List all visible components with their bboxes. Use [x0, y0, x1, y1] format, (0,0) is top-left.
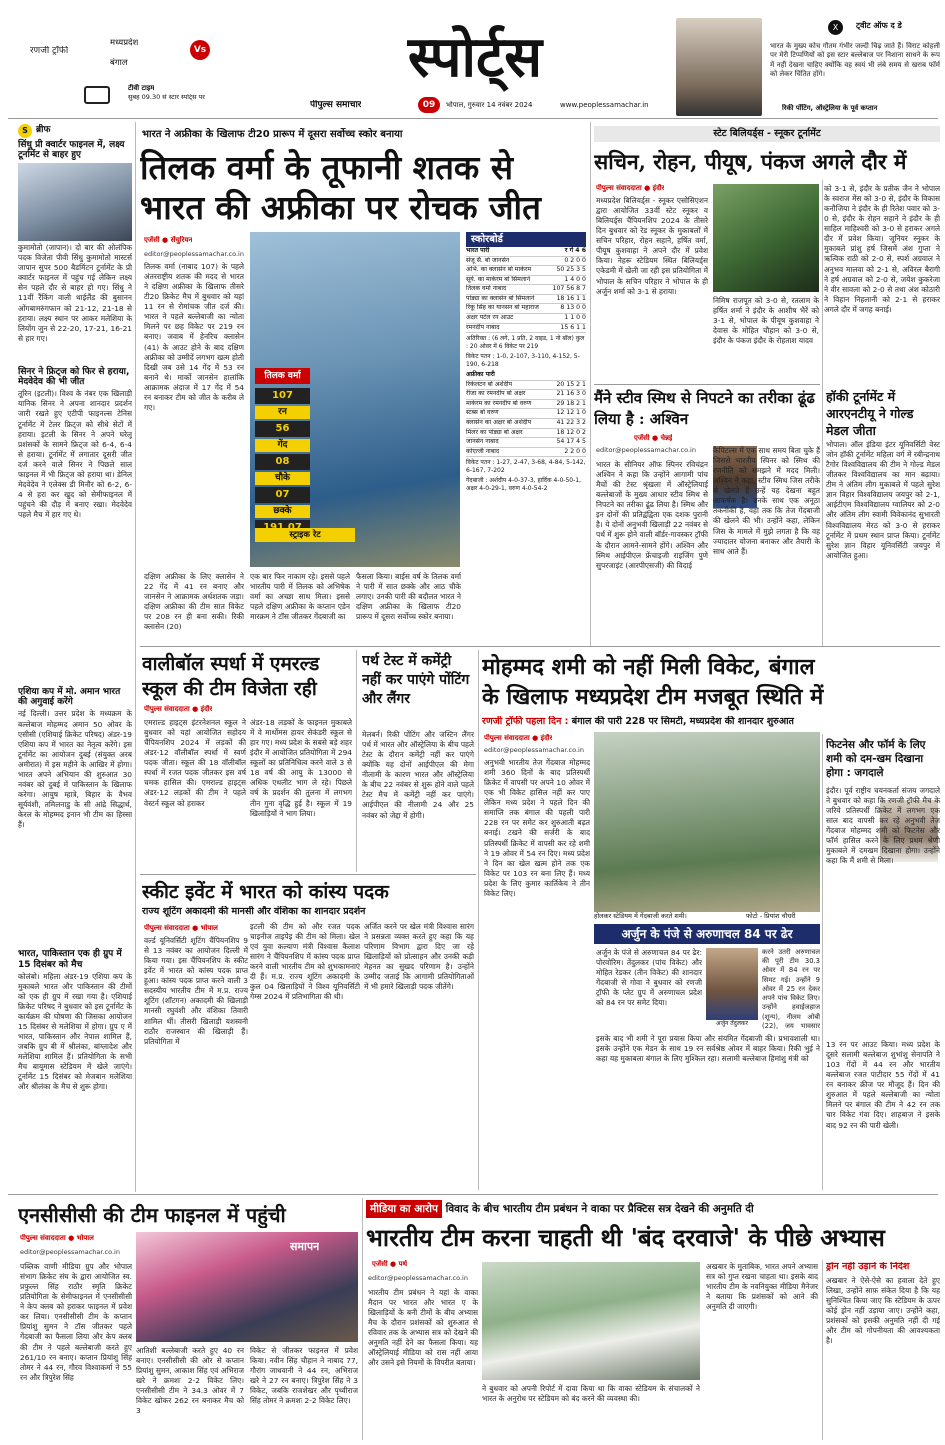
scoreboard-africa-rows	[466, 381, 586, 457]
tv-time-text: सुबह 09.30 से स्टार स्पोर्ट्स पर	[128, 94, 205, 101]
media-body-3: अखबार के मुताबिक, भारत अपने अभ्यास सत्र को गुप्त रखना चाहता था। इसके बाद भारतीय टीम के नवनियुक्त मीडिया मैनेजर ने बताया कि प्रशंसकों को आने की अनुमति दी जाएगी।	[706, 1262, 818, 1312]
shami-byline: पीपुल्स संवाददाता ● इंदौर	[484, 734, 553, 742]
arjun-photo	[706, 948, 758, 1020]
scoreboard-player: कोएत्जी नाबाद	[466, 447, 500, 455]
scoreboard	[466, 232, 586, 642]
ashwin-body: भारत के सीनियर ऑफ स्पिनर रविचंद्रन अश्विन ने कहा कि उन्होंने आगामी पांच मैचों की टेस्ट श्रृंखला में ऑस्ट्रेलियाई बल्लेबाजों के मुख्य आधार स्टीव स्मिथ से निपटने का तरीका ढूंढ लिया है। स्मिथ और इन दोनों की प्रतिद्वंद्विता एक दशक पुरानी है। ये दोनों अनुभवी खिलाड़ी 22 नवंबर से पर्थ में शुरू होने वाली बॉर्डर-गावस्कर ट्रॉफी के दौरान आमने-सामने होंगे। अश्विन और स्मिथ आईपीएल फ्रेंचाइजी राइजिंग पुणे सुपरजाइंट (आरपीएसजी) की विदाई	[596, 460, 708, 570]
scoreboard-player: रिंकू सिंह का यानसन बो महाराज	[466, 304, 539, 312]
shami-headline-2: के खिलाफ मध्यप्रदेश टीम मजबूत स्थिति में	[482, 684, 824, 710]
tweet-author: रिकी पोंटिंग, ऑस्ट्रेलिया के पूर्व कप्तान	[782, 104, 878, 112]
scoreboard-figures: 54 17 4 5	[556, 438, 586, 446]
scoreboard-row	[466, 400, 586, 410]
ashwin-byline: एजेंसी ● चेन्नई	[634, 434, 673, 442]
stat-fours-value: 08	[255, 454, 310, 470]
tweet-text: भारत के मुख्य कोच गौतम गंभीर जल्दी चिढ़ जाते हैं। विराट कोहली पर मेरी टिप्पणियों को इस स्टार बल्लेबाज पर निशाना साधने के रूप में नहीं देखना चाहिए क्योंकि वह स्वयं भी लंबे समय से खराब फॉर्म को लेकर चिंतित होंगे।	[770, 42, 940, 79]
media-kicker-row	[366, 1200, 942, 1218]
brief-head-asia-cup: एशिया कप में मो. अमान भारत की अगुवाई करेंगे	[18, 687, 121, 708]
stat-balls-value: 56	[255, 421, 310, 437]
fitness-body: इंदौर। पूर्व राष्ट्रीय चयनकर्ता संजय जगदाले ने बुधवार को कहा कि रणजी ट्रॉफी मैच के जरिये प्रतिस्पर्धी क्रिकेट में लगभग एक साल बाद वापसी कर रहे अनुभवी तेज गेंदबाज मोहम्मद शमी को फिटनेस और फॉर्म हासिल करने के लिए प्रथम श्रेणी मुकाबले में दमखम दिखाना होगा। उन्होंने कहा कि मैं शमी से मिला।	[826, 786, 940, 866]
masthead	[0, 0, 945, 118]
scoreboard-figures: 1 4 0 0	[564, 275, 586, 283]
media-kicker: विवाद के बीच भारतीय टीम प्रबंधन ने वाका पर प्रैक्टिस सत्र देखने की अनुमति दी	[445, 1203, 754, 1215]
media-headline: भारतीय टीम करना चाहती थी 'बंद दरवाजे' के पीछे अभ्यास	[366, 1223, 885, 1252]
website: www.peoplessamachar.in	[560, 101, 649, 109]
tilak-name-tag: तिलक वर्मा	[255, 368, 310, 384]
shami-deck-left: रणजी ट्रॉफी पहला दिन :	[482, 716, 569, 727]
ponting-photo	[676, 18, 762, 116]
scoreboard-row	[466, 419, 586, 429]
scoreboard-player: रिकेलटन बो अर्शदीप	[466, 380, 513, 388]
scoreboard-row	[466, 381, 586, 391]
scoreboard-row	[466, 409, 586, 419]
stat-sixes-value: 07	[255, 487, 310, 503]
scoreboard-player: जानसेन नाबाद	[466, 438, 499, 446]
scoreboard-player: अक्षर पटेल रन आउट	[466, 314, 514, 322]
brief-label: ब्रीफ	[36, 125, 51, 136]
scoreboard-team2: अफ्रीका पारी	[466, 371, 495, 379]
media-body-2: ने बुधवार को अपनी रिपोर्ट में दावा किया था कि वाका स्टेडियम के संचालकों ने भारत के अनुरोध पर स्टेडियम को बंद करने की व्यवस्था की।	[482, 1384, 700, 1404]
scoreboard-row	[466, 324, 586, 334]
ncc-email: editor@peoplessamachar.co.in	[20, 1248, 120, 1256]
skeet-byline: पीपुल्स संवाददाता ● भोपाल	[144, 924, 218, 932]
scoreboard-extras: अतिरिक्त : (6 लगे, 1 प्रति, 2 वाइड, 1 नो बॉल) कुल : 20 ओवर में 6 विकेट पर 219	[466, 335, 585, 350]
billiards-body: मध्यप्रदेश बिलियर्ड्स - स्नूकर एसोसिएशन द्वारा आयोजित 33वीं स्टेट स्नूकर व बिलियर्ड्स चैंपियनशिप 2024 के तीसरे दिन बुधवार को रेड स्नूकर के मुकाबलों में सचिन परिहार, रोहन सहाने, हर्षित वर्मा, पीयूष कुशवाहा ने अपने दौर में प्रवेश किया। नेहरू स्टेडियम स्थित बिलियर्ड्स एकेडमी में खेली जा रही इस प्रतियोगिता में भोपाल के सचिन परिहार ने भोपाल के ही अर्जुन शर्मा को 3-1 से हराया।	[596, 196, 708, 296]
tv-time-label: टीवी टाइम	[128, 84, 155, 92]
shami-photo-caption: होलकर स्टेडियम में गेंदबाजी करते शमी।	[594, 912, 687, 920]
scoreboard-player: सूर्य. का मार्करम बो सिमलाने	[466, 275, 531, 283]
billiards-body-3: को 3-1 से, इंदौर के प्रतीक जैन ने भोपाल के स्वराज मेंस को 3-0 से, इंदौर के विकास कनौजिया ने इंदौर के ही रितेश पवार को 3-0 से, इंदौर के रोहन सहाने ने इंदौर के ही साहिल माहिश्वरी को 3-0 से हराकर अगले दौर में प्रवेश किया। जूनियर स्नूकर के मुकाबले प्रांशु हर्ष जिसमें अंश गुप्ता ने ऋत्विक राठी को 2-0 से, स्पर्श अग्रवाल ने अनुभव मालवा को 2-1 से, अविरल बैरागी ने हर्ष अग्रवाल को 2-0 से, जयेश कुकरेजा ने वीर सावला को 2-0 से तथा अंश कोठारी ने विहान निहलानी को 2-1 से हराकर अगले दौर में जगह बनाई।	[824, 184, 940, 314]
scoreboard-title: स्कोरबोर्ड	[466, 232, 586, 247]
scoreboard-header-2	[466, 371, 586, 381]
scoreboard-row	[466, 448, 586, 458]
scoreboard-row	[466, 314, 586, 324]
scoreboard-player: स्टब्स बो वरुण	[466, 409, 499, 417]
tilak-headline-2: भारत की अफ्रीका पर रोचक जीत	[140, 188, 541, 227]
scoreboard-row	[466, 438, 586, 448]
vs-badge: Vs	[190, 40, 210, 60]
ncc-headline: एनसीसीसी की टीम फाइनल में पहुंची	[18, 1203, 286, 1227]
scoreboard-fall2: विकेट पतन : 1-27, 2-47, 3-68, 4-84, 5-142, 6-167, 7-202	[466, 459, 586, 475]
tilak-body-2: दक्षिण अफ्रीका के लिए क्लासेन ने 22 गेंद में 41 रन बनाए और जानसेन ने आक्रामक अर्धशतक जड़ा। दक्षिण अफ्रीका की टीम सात विकेट पर 208 रन ही बना सकी। रिकी क्लासेन (20)	[144, 572, 244, 632]
scoreboard-figures: 41 22 3 2	[556, 419, 586, 427]
scoreboard-player: मार्करम का रमनदीप बो वरुण	[466, 399, 532, 407]
ashwin-headline: मैंने स्टीव स्मिथ से निपटने का तरीका ढूंढ लिया है : अश्विन	[594, 389, 815, 428]
stat-balls-label: गेंद	[255, 439, 310, 452]
ncc-body-3: विकेट से जीतकर फाइनल में प्रवेश किया। नवीन सिंह चौहान ने नाबाद 77, गौरांग जाधवानी ने 44 रन, अभिराज खरे ने 27 रन बनाए। त्रिपुरेश सिंह ने 3 विकेट, जबकि राजशेखर और पृथ्वीराज सिंह तोमर ने क्रमशः 2-2 विकेट लिए।	[250, 1346, 358, 1406]
scoreboard-figures: 50 25 3 5	[556, 266, 586, 274]
media-tag: मीडिया का आरोप	[366, 1200, 442, 1218]
brief-head-sindhu: सिंधु प्री क्वार्टर फाइनल में, लक्ष्य टूर्नामेंट से बाहर हुए	[18, 140, 125, 161]
scoreboard-row	[466, 266, 586, 276]
scoreboard-row	[466, 390, 586, 400]
stat-runs-label: रन	[255, 406, 310, 419]
volleyball-headline: वालीबॉल स्पर्धा में एमरल्ड स्कूल की टीम विजेता रही	[142, 653, 320, 700]
scoreboard-figures: 18 16 1 1	[556, 294, 586, 302]
scoreboard-figures: 12 12 1 0	[556, 409, 586, 417]
x-icon: X	[828, 20, 843, 35]
scoreboard-player: क्लासेन का अक्षर बो अर्शदीप	[466, 419, 532, 427]
scoreboard-player: तिलक वर्मा नाबाद	[466, 285, 507, 293]
shami-photo-credit: फोटो - प्रियांश चौधरी	[746, 912, 796, 920]
hockey-headline: हॉकी टूर्नामेंट में आरएनटीयू ने गोल्ड मेडल जीता	[826, 389, 914, 438]
billiards-body-2: निमिष राजपूत को 3-0 से, रतलाम के हर्षित शर्मा ने इंदौर के आशीष भैरें को 3-1 से, भोपाल के पीयूष कुशवाहा ने देवास के मोहित चौहान को 3-0 से, इंदौर के पंकज इंदौर के रोहताश यादव	[713, 296, 819, 346]
page-number: 09	[418, 97, 440, 113]
team1-name: मध्यप्रदेश	[110, 38, 139, 48]
media-photo	[482, 1262, 700, 1380]
brief-head-india-pak: भारत, पाकिस्तान एक ही ग्रुप में 15 दिसंबर को मैच	[18, 949, 122, 970]
brief-column	[18, 124, 132, 1192]
stat-sixes-label: छक्के	[255, 505, 310, 518]
scoreboard-row	[466, 304, 586, 314]
ashwin-body-2: कैपिटल्स में एक साथ समय बिता चुके हैं जिससे भारतीय स्पिनर को स्मिथ की रणनीति को समझने में मदद मिली। अश्विन ने कहा, स्टीव स्मिथ जिस तरीके से खेलते हैं उन्हें यह देखना बहुत आकर्षक है। उनके साथ एक अनूठा तकनीकी है, वहां तक कि तेज गेंदबाजी की खेलने की भी। उन्होंने कहा, लेकिन जिस के मामले में मुझे लगता है कि वह ज्यादातर योजना बनाकर और तैयारी के साथ आते हैं।	[713, 446, 820, 556]
brief-body-asia-cup: नई दिल्ली। उत्तर प्रदेश के मध्यक्रम के बल्लेबाज मोहम्मद अमान 50 ओवर के एसीसी (एशियाई क्रिकेट परिषद) अंडर-19 एशिया कप में भारत का नेतृत्व करेंगे। इस टूर्नामेंट का आयोजन दुबई (संयुक्त अरब अमीरात) में इस महीने के आखिर में होगा। भारत अपने अभियान की शुरुआत 30 नवंबर को दुबई में पाकिस्तान के खिलाफ करेगा। आयुष म्हात्रे, बिहार के वैभव सूर्यवंशी, तमिलनाडु के सी आंद्रे सिद्धार्थ, केरल के मोहम्मद इनान भी टीम का हिस्सा हैं।	[18, 709, 132, 830]
drone-headline: ड्रोन नहीं उड़ाने के निर्देश	[826, 1262, 910, 1272]
tv-icon	[84, 86, 110, 104]
billiards-byline: पीपुल्स संवाददाता ● इंदौर	[596, 184, 665, 192]
shami-body-4: इसके बाद भी शमी ने पूरा प्रयास किया और संयमित गेंदबाजी की। प्रभावशाली था। इसके उन्होंने एक मेडन के साथ 19 रन सर्वश्रेष्ठ ओवर में बाहर किया। रिकी भुई ने कहा यह मुकाबला बंगाल के लिए मुश्किल रहा। सलामी बल्लेबाज हिमांशु मंत्री को	[596, 1034, 820, 1064]
media-email: editor@peoplessamachar.co.in	[368, 1274, 468, 1282]
volleyball-body-2: अंडर-18 लड़कों के फाइनल मुकाबले में वे मार्थोमस हायर सेकंडरी स्कूल से हार गए। मध्य प्रदेश के सबसे बड़े शहर इंदौर में आयोजित प्रतियोगिता में 294 स्कूलों का प्रतिनिधित्व करने वाले 3 से 18 वर्ष की आयु के 13000 से अधिक एथलीट भाग ले रहे। पिछले वर्ष के प्रदर्शन की तुलना में लगभग तीन गुना वृद्धि हुई है। स्कूल में 19 खिलाड़ियों ने भाग लिया।	[250, 718, 352, 818]
skeet-headline: स्कीट इवेंट में भारत को कांस्य पदक	[142, 881, 389, 903]
scoreboard-figures: 107 56 8 7	[552, 285, 586, 293]
fitness-body-2: 13 रन पर आउट किया। मध्य प्रदेश के दूसरे सलामी बल्लेबाज शुभांशु सेनापति ने 103 गेंदों में 44 रन और भारतीय बल्लेबाज रजत पाटीदार 55 गेंदों में 41 रन बनाकर क्रीज पर मौजूद हैं। दिन की शुरुआत में पहले बल्लेबाजी का न्योता मिलने पर बंगाल की टीम ने 42 रन तक चार विकेट गंवा दिए। शाहबाज ने इसके बाद 92 रन की पारी खेली।	[826, 1040, 940, 1130]
ranji-label: रणजी ट्रॉफी	[30, 46, 69, 56]
paper-name: पीपुल्स समाचार	[310, 100, 362, 110]
arjun-body: अर्जुन के पंजे से अरुणाचल 84 पर ढेर: पोरवोरिम। तेंदुलकर (पांच विकेट) और मोहित रेडकर (तीन विकेट) की शानदार गेंदबाजी से गोवा ने बुधवार को रणजी ट्रॉफी के प्लेट ग्रुप में अरुणाचल प्रदेश को 84 रन पर समेट दिया।	[596, 948, 702, 1008]
ncc-photo	[136, 1232, 358, 1342]
shami-deck	[482, 716, 942, 729]
shami-email: editor@peoplessamachar.co.in	[484, 746, 584, 754]
brief-body-sindhu: कुमामोतो (जापान)। दो बार की ओलंपिक पदक विजेता पीवी सिंधु कुमामोतो मास्टर्स जापान सुपर 500 बैडमिंटन टूर्नामेंट के प्री क्वार्टर फाइनल में पहुंच गई लेकिन लक्ष्य सेन पहले दौर से बाहर हो गए। सिंधु ने 11वीं रैंकिंग वाली थाईलैंड की बुसानन ओंगबामरुंगफान को 21-12, 21-18 से हराया। लक्ष्य स्थान पर आकर मलेशिया के लियोंग जुन से 22-20, 17-21, 16-21 से हार गए।	[18, 243, 132, 343]
perth-headline: पर्थ टेस्ट में कमेंट्री नहीं कर पाएंगे पोंटिंग और लैंगर	[362, 653, 470, 707]
ncc-body-2: आतिशी बल्लेबाजी करते हुए 40 रन बनाए। एनसीसीसी की ओर से कप्तान प्रियांशु सुमन, आकाश सिंह एवं अभिराज खरे ने क्रमशः 2-2 विकेट लिए। एनसीसीसी टीम ने 34.3 ओवर में 7 विकेट खोकर 262 रन बनाकर मैच को 3	[136, 1346, 244, 1416]
scoreboard-figures: 1 1 0 0	[564, 314, 586, 322]
billiards-headline: सचिन, रोहन, पीयूष, पंकज अगले दौर में	[594, 149, 907, 174]
brief-head-sinner: सिनर ने फ्रिट्ज को फिर से हराया, मेदवेदेव की भी जीत	[18, 367, 130, 388]
tilak-byline: एजेंसी ● सेंचुरियन	[144, 236, 193, 244]
scoreboard-fall1: विकेट पतन : 1-0, 2-107, 3-110, 4-152, 5-190, 6-218	[466, 352, 580, 368]
tilak-kicker: भारत ने अफ्रीका के खिलाफ टी20 प्रारूप में दूसरा सर्वोच्च स्कोर बनाया	[142, 129, 403, 140]
tilak-headline-1: तिलक वर्मा के तूफानी शतक से	[140, 148, 514, 187]
arjun-caption: अर्जुन तेंदुलकर	[715, 1020, 748, 1027]
tilak-body-1: तिलक वर्मा (नाबाद 107) के पहले अंतरराष्ट्रीय शतक की मदद से भारत ने दक्षिण अफ्रीका के खिलाफ तीसरे टी20 क्रिकेट मैच में बुधवार को यहां 11 रन से रोमांचक जीत दर्ज की। भारत ने पहले बल्लेबाजी का न्योता मिलने पर छह विकेट पर 219 रन बनाए। जवाब में हेनरिच क्लासेन (41) के आउट होने के बाद दक्षिण अफ्रीका को उम्मीदें लगभग खत्म होती दिखी जब उसे 14 गेंद में 53 रन बनाने थे। मार्को जानसेन हालांकि आक्रामक अंदाज में 17 गेंद में 54 रन बनाकर टीम को जीत के करीब ले गए।	[144, 262, 244, 412]
tilak-email: editor@peoplessamachar.co.in	[144, 250, 244, 258]
fitness-headline: फिटनेस और फॉर्म के लिए शमी को दम-खम दिखाना होगा : जगदाले	[826, 739, 926, 779]
brief-label-row	[18, 124, 132, 138]
scoreboard-figures: 20 15 2 1	[556, 380, 586, 388]
scoreboard-player: संजू सै. बो जानसेन	[466, 256, 510, 264]
stat-fours-label: चौके	[255, 472, 310, 485]
shami-photo	[594, 732, 820, 912]
arjun-body-2: करने उतरी अरुणाचल की पूरी टीम 30.3 ओवर में 84 रन पर सिमट गई। उन्होंने 9 ओवर में 25 रन देकर अपने पांच विकेट लिए। उन्होंने हवाईजहाज (शून्य), नीलम ओबी (22), जय भावसार	[762, 948, 820, 1030]
page-title: स्पोर्ट्स	[407, 24, 543, 90]
shami-headline-1: मोहम्मद शमी को नहीं मिली विकेट, बंगाल	[482, 654, 815, 680]
scoreboard-bowling: गेंदबाजी : अर्शदीप 4-0-37-3, हार्दिक 4-0-50-1, अक्षर 4-0-29-1, वरुण 4-0-54-2	[466, 476, 581, 492]
ncc-photo-sign: समापन	[290, 1240, 320, 1253]
shami-deck-right: बंगाल की पारी 228 पर सिमटी, मध्यप्रदेश की शानदार शुरुआत	[571, 716, 794, 727]
drone-body: अखबार ने ऐसे-ऐसे का हवाला देते हुए लिखा, उन्होंने साफ़ संकेत दिया है कि यह सुनिश्चित किया जाए कि स्टेडियम के ऊपर कोई ड्रोन नहीं उड़ाया जाए। उन्होंने कहा, प्रशंसकों को इसकी अनुमति नहीं दी गई और टीम को गोपनीयता की आवश्यकता है।	[826, 1276, 940, 1346]
scoreboard-player: मिलर का पांड्या बो अक्षर	[466, 428, 523, 436]
scoreboard-figures: 8 13 0 0	[560, 304, 586, 312]
date-line: भोपाल, गुरुवार 14 नवंबर 2024	[446, 101, 533, 109]
skeet-body-3: अर्जित करने पर खेल मंत्री विश्वास सारंग ने प्रसन्नता व्यक्त करते हुए कहा कि यह परिणाम विभाग द्वारा दिए जा रहे खिलाड़ियों को प्रोत्साहन और उनकी कड़ी मेहनत का सुखद परिणाम है। उन्होंने उम्मीद जताई कि आगामी प्रतियोगिताओं में भी हमारे खिलाड़ी पदक जीतेंगे।	[364, 922, 474, 992]
billiards-kicker: स्टेट बिलियर्ड्स - स्नूकर टूर्नामेंट	[594, 126, 940, 142]
scoreboard-india-rows	[466, 257, 586, 333]
ncc-body: पब्लिक वाणी मीडिया ग्रुप और भोपाल संभाग क्रिकेट संघ के द्वारा आयोजित स्व. प्रफुल्ल सिंह राठौर स्मृति क्रिकेट प्रतियोगिता के सेमीफाइनल में एनसीसीसी ने केप क्लब को हराकर फाइनल में प्रवेश कर लिया। एनसीसीसी टीम के कप्तान प्रियांशु सुमन ने टॉस जीतकर पहले गेंदबाजी का फैसला लिया और केप क्लब की टीम ने पहले बल्लेबाजी करते हुए 261/10 रन बनाए। कप्तान प्रियांशु सिंह तोमर ने 44 रन, गौरव विश्वाकर्मा ने 55 रन और त्रिपुरेश सिंह	[20, 1262, 132, 1382]
scoreboard-team1: भारत पारी	[466, 247, 490, 255]
brief-s-icon: S	[18, 124, 32, 138]
shami-body: अनुभवी भारतीय तेज गेंदबाज मोहम्मद शमी 360 दिनों के बाद प्रतिस्पर्धी क्रिकेट में वापसी पर अपने 10 ओवर में एक भी विकेट हासिल नहीं कर पाए लेकिन मध्य प्रदेश ने पहले दिन की समाप्ति तक बंगाल की पहली पारी 228 रन पर समेट कर शुरुआती बढ़त बनाई। टखने की सर्जरी के बाद प्रतिस्पर्धी क्रिकेट में वापसी कर रहे शमी ने 19 ओवर में 54 रन दिए। मध्य प्रदेश ने दिन का खेल खत्म होने तक एक विकेट पर 103 रन बना लिए हैं। मध्य प्रदेश के लिए कुमार कार्तिकेय ने तीन विकेट लिए।	[484, 758, 590, 898]
scoreboard-player: अभि. का क्लासेन बो मार्करम	[466, 266, 532, 274]
scoreboard-figures: 29 18 2 1	[556, 399, 586, 407]
scoreboard-row	[466, 429, 586, 439]
scoreboard-row	[466, 276, 586, 286]
brief-body-sinner: तूरिन (इटली)। विश्व के नंबर एक खिलाड़ी यानिक सिनर ने अपना शानदार प्रदर्शन जारी रखते हुए एटीपी फाइनल्स टेनिस टूर्नामेंट में टेलर फ्रिट्ज को सीधे सेटों में हराया। इटली के सिनर ने अपने घरेलू प्रशंसकों के सामने फ्रिट्ज को 6-4, 6-4 से हराया। टूर्नामेंट में लगातार दूसरी जीत दर्ज करने वाले सिनर ने पिछले साल फाइनल में भी फ्रिट्ज को हराया था। डेनिल मेदवेदेव ने एलेक्स डी मिनौर को 6-2, 6-4 से हरा कर खुद को सेमीफाइनल में पहुंचने की दौड़ में बनाए रखा। मेदवेदेव पहले मैच में हार गए थे।	[18, 389, 132, 520]
media-byline: एजेंसी ● पर्थ	[372, 1260, 408, 1268]
media-body: भारतीय टीम प्रबंधन ने यहां के वाका मैदान पर भारत और भारत ए के खिलाड़ियों के बनी टीमों के बीच अभ्यास मैच के दौरान प्रशंसकों को शुरुआत से रविवार तक के अभ्यास सत्र को देखने की अनुमति नहीं देने का फैसला किया। यह ऑस्ट्रेलियाई मीडिया को रास नहीं आया और उसने इसे नियमों के विपरीत बताया।	[368, 1288, 478, 1368]
tweet-label: ट्वीट ऑफ द डे	[856, 21, 902, 30]
scoreboard-header	[466, 247, 586, 257]
team2-name: बंगाल	[110, 58, 128, 68]
volleyball-byline: पीपुल्स संवाददाता ● इंदौर	[144, 705, 213, 713]
skeet-deck: राज्य शूटिंग अकादमी की मानसी और वंशिका का शानदार प्रदर्शन	[142, 906, 366, 917]
stat-runs-value: 107	[255, 388, 310, 404]
scoreboard-figures: 21 16 3 0	[556, 390, 586, 398]
skeet-body: वर्ल्ड यूनिवर्सिटी शूटिंग चैंपियनशिप 9 से 13 नवंबर का आयोजन दिल्ली में किया गया। इस चैंपियनशिप के स्कीट इवेंट में भारत को कांस्य पदक प्राप्त हुआ। कांस्य पदक प्राप्त करने वाली 3 सदस्यीय भारतीय टीम में म.प्र. राज्य शूटिंग (शॉटगन) अकादमी की खिलाड़ी मानसी रघुवंशी और वंशिका तिवारी शामिल थीं। तीसरी खिलाड़ी यशस्वनी राठौर राजस्थान की खिलाड़ी हैं। प्रतियोगिता में	[144, 936, 248, 1046]
scoreboard-row	[466, 257, 586, 267]
scoreboard-player: रमनदीप नाबाद	[466, 323, 500, 331]
brief-body-india-pak: कोलंबो। महिला अंडर-19 एशिया कप के मुकाबले भारत और पाकिस्तान की टीमों को एक ही ग्रुप में रखा गया है। एशियाई क्रिकेट परिषद ने बुधवार को इस टूर्नामेंट के कार्यक्रम की घोषणा की जिसका आयोजन 15 दिसंबर से मलेशिया में होगा। ग्रुप ए में भारत, पाकिस्तान और नेपाल शामिल हैं, जबकि ग्रुप बी में श्रीलंका, बांग्लादेश और मलेशिया शामिल हैं। प्रतियोगिता के सभी मैच बायूमास स्टेडियम में खेले जाएंगे। टूर्नामेंट 15 दिसंबर को मेजबान मलेशिया और श्रीलंका के मैच से शुरू होगा।	[18, 971, 132, 1092]
scoreboard-player: पांड्या का क्लासेन बो सिमलाने	[466, 294, 535, 302]
perth-body: मेलबर्न। रिकी पोंटिंग और जस्टिन लैंगर पर्थ में भारत और ऑस्ट्रेलिया के बीच पहले टेस्ट के दौरान कमेंट्री नहीं कर पाएंगे क्योंकि यह दोनों आईपीएल की मेगा नीलामी के कारण भारत और ऑस्ट्रेलिया के बीच 22 नवंबर से शुरू होने वाले पहले टेस्ट मैच में कमेंट्री नहीं कर पाएंगे। आईपीएल की नीलामी 24 और 25 नवंबर को जेद्दा में होगी।	[362, 730, 474, 820]
volleyball-body: एमराल्ड हाइट्स इंटरनेशनल स्कूल ने बुधवार को यहां आयोजित सहोदय चैंपियनशिप 2024 में लड़कों की अंडर-12 वॉलीबॉल स्पर्धा में स्वर्ण पदक जीता। स्कूल की 18 वॉलीबॉल स्पर्धा में रजत पदक जीतकर इस वर्ष चमक हासिल की। एमराल्ड हाइट्स अंडर-12 लड़कों की टीम ने पहले वेस्टर्न स्कूल को हराकर	[144, 718, 246, 808]
scoreboard-row	[466, 295, 586, 305]
scoreboard-player: रीजा का रमनदीप बो अक्षर	[466, 390, 526, 398]
stat-sr-label: स्ट्राइक रेट	[255, 528, 355, 542]
skeet-body-2: इटली की टीम को और रजत पदक चाइनीज ताइपेइ की टीम को मिला। खेल एवं युवा कल्याण मंत्री विश्वास कैलाश सारंग ने चैंपियनशिप में कांस्य पदक प्राप्त करने वाली भारतीय टीम को शुभकामनाएं दी हैं। म.प्र. राज्य शूटिंग अकादमी के कुल 04 खिलाड़ियों ने विश्व यूनिवर्सिटी गेम्स 2024 में प्रतिभागिता की थी।	[250, 922, 360, 1002]
scoreboard-figures: 0 2 0 0	[564, 256, 586, 264]
tilak-stats	[255, 386, 310, 536]
tilak-body-4: फैसला किया। बाईस वर्ष के तिलक वर्मा ने पारी में सात छक्के और आठ चौके लगाए। उनकी पारी की बदौलत भारत ने दक्षिण अफ्रीका के खिलाफ टी20 प्रारूप में दूसरा सर्वोच्च स्कोर बनाया।	[356, 572, 461, 622]
ashwin-email: editor@peoplessamachar.co.in	[596, 446, 696, 454]
scoreboard-figures: 18 12 0 2	[556, 428, 586, 436]
ncc-byline: पीपुल्स संवाददाता ● भोपाल	[20, 1234, 94, 1242]
hockey-body: भोपाल। ऑल इंडिया इंटर यूनिवर्सिटी वेस्ट जोन हॉकी टूर्नामेंट महिला वर्ग में रबीन्द्रनाथ टैगोर विश्वविद्यालय की टीम ने गोल्ड मेडल जीतकर विश्वविद्यालय का मान बढ़ाया। टीम ने अंतिम लीग मुकाबले में पहले सुरेश ज्ञान विहार विश्वविद्यालय जयपुर को 2-1, आईटीएम विश्वविद्यालय ग्वालियर को 2-0 और अंतिम लीग स्वामी विवेकानंद सुभारती विश्वविद्यालय मेरठ को 3-0 से हराकर टूर्नामेंट में प्रथम स्थान प्राप्त किया। टूर्नामेंट सुरेश ज्ञान विहार यूनिवर्सिटी जयपुर में आयोजित हुआ।	[826, 440, 940, 560]
scoreboard-figures: 15 6 1 1	[560, 323, 586, 331]
sindhu-photo	[18, 163, 132, 241]
scoreboard-figures: 2 2 0 0	[564, 447, 586, 455]
scoreboard-cols: र गें 4 6	[564, 247, 586, 255]
scoreboard-row	[466, 285, 586, 295]
arjun-band: अर्जुन के पंजे से अरुणाचल 84 पर ढेर	[594, 924, 820, 944]
tilak-body-3: एक बार फिर नाकाम रहे। इससे पहले भारतीय पारी में तिलक को अभिषेक वर्मा का अच्छा साथ मिला। इससे पहले दक्षिण अफ्रीका के कप्तान एडेन मारक्रम ने टॉस जीतकर गेंदबाजी का	[250, 572, 350, 622]
billiards-photo	[713, 184, 819, 292]
